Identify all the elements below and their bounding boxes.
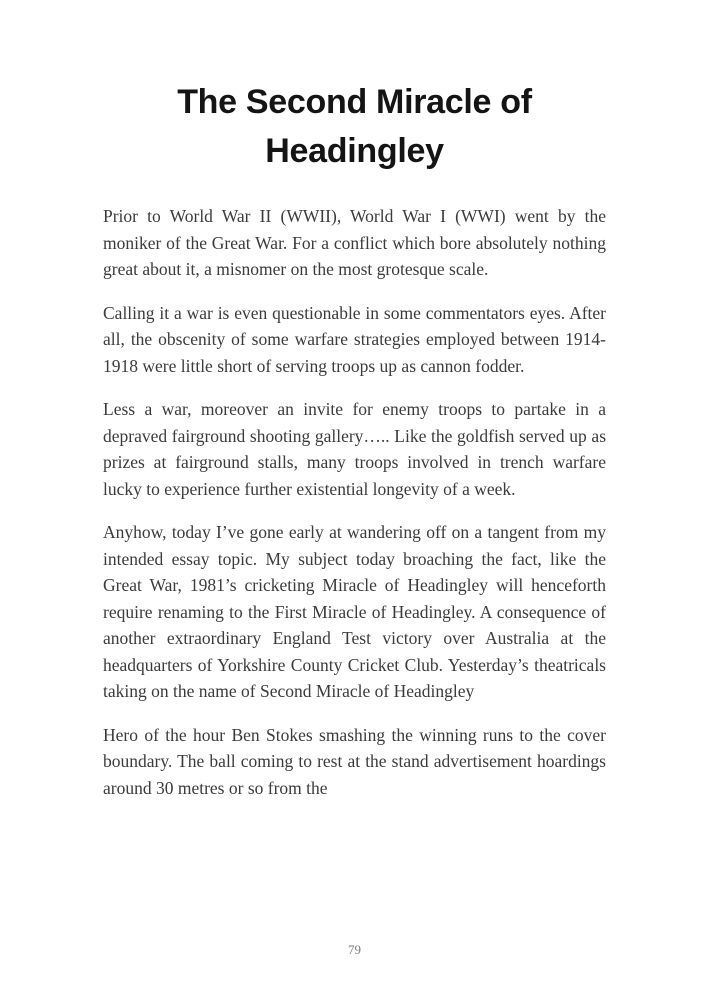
- page-title-line-2: Headingley: [265, 132, 444, 170]
- page-number: 79: [348, 942, 361, 957]
- paragraph: Prior to World War II (WWII), World War I (WWI) went by the moniker of the Great War. For a conflict which bore absolutely nothing great about it, a misnomer on the most grotesque scale.: [103, 206, 606, 279]
- page-title: [0, 0, 709, 176]
- paragraph: Hero of the hour Ben Stokes smashing the winning runs to the cover boundary. The ball coming to rest at the stand advertisement hoardings around 30 metres or so from the: [103, 724, 606, 798]
- page-title-line-1: The Second Miracle of: [177, 83, 532, 121]
- body-paragraphs: [103, 203, 606, 801]
- paragraph: Calling it a war is even questionable in some commentators eyes. After all, the obscenity of some warfare strategies employed between 1914-1918 were little short of serving troops up as cannon fodder.: [103, 302, 606, 376]
- paragraph: Less a war, moreover an invite for enemy troops to partake in a depraved fairground shooting gallery….. Like the goldfish served up as prizes at fairground stalls, many troops involved in trench warfare lucky to experience further existential longevity of a week.: [103, 399, 606, 499]
- paragraph: Anyhow, today I’ve gone early at wandering off on a tangent from my intended essay topic. My subject today broaching the fact, like the Great War, 1981’s cricketing Miracle of Headingley will henceforth require renaming to the First Miracle of Headingley. A consequence of another extraordinary England Test victory over Australia at the headquarters of Yorkshire County Cricket Club. Yesterday’s theatricals taking on the name of Second Miracle of Headingley: [103, 522, 606, 701]
